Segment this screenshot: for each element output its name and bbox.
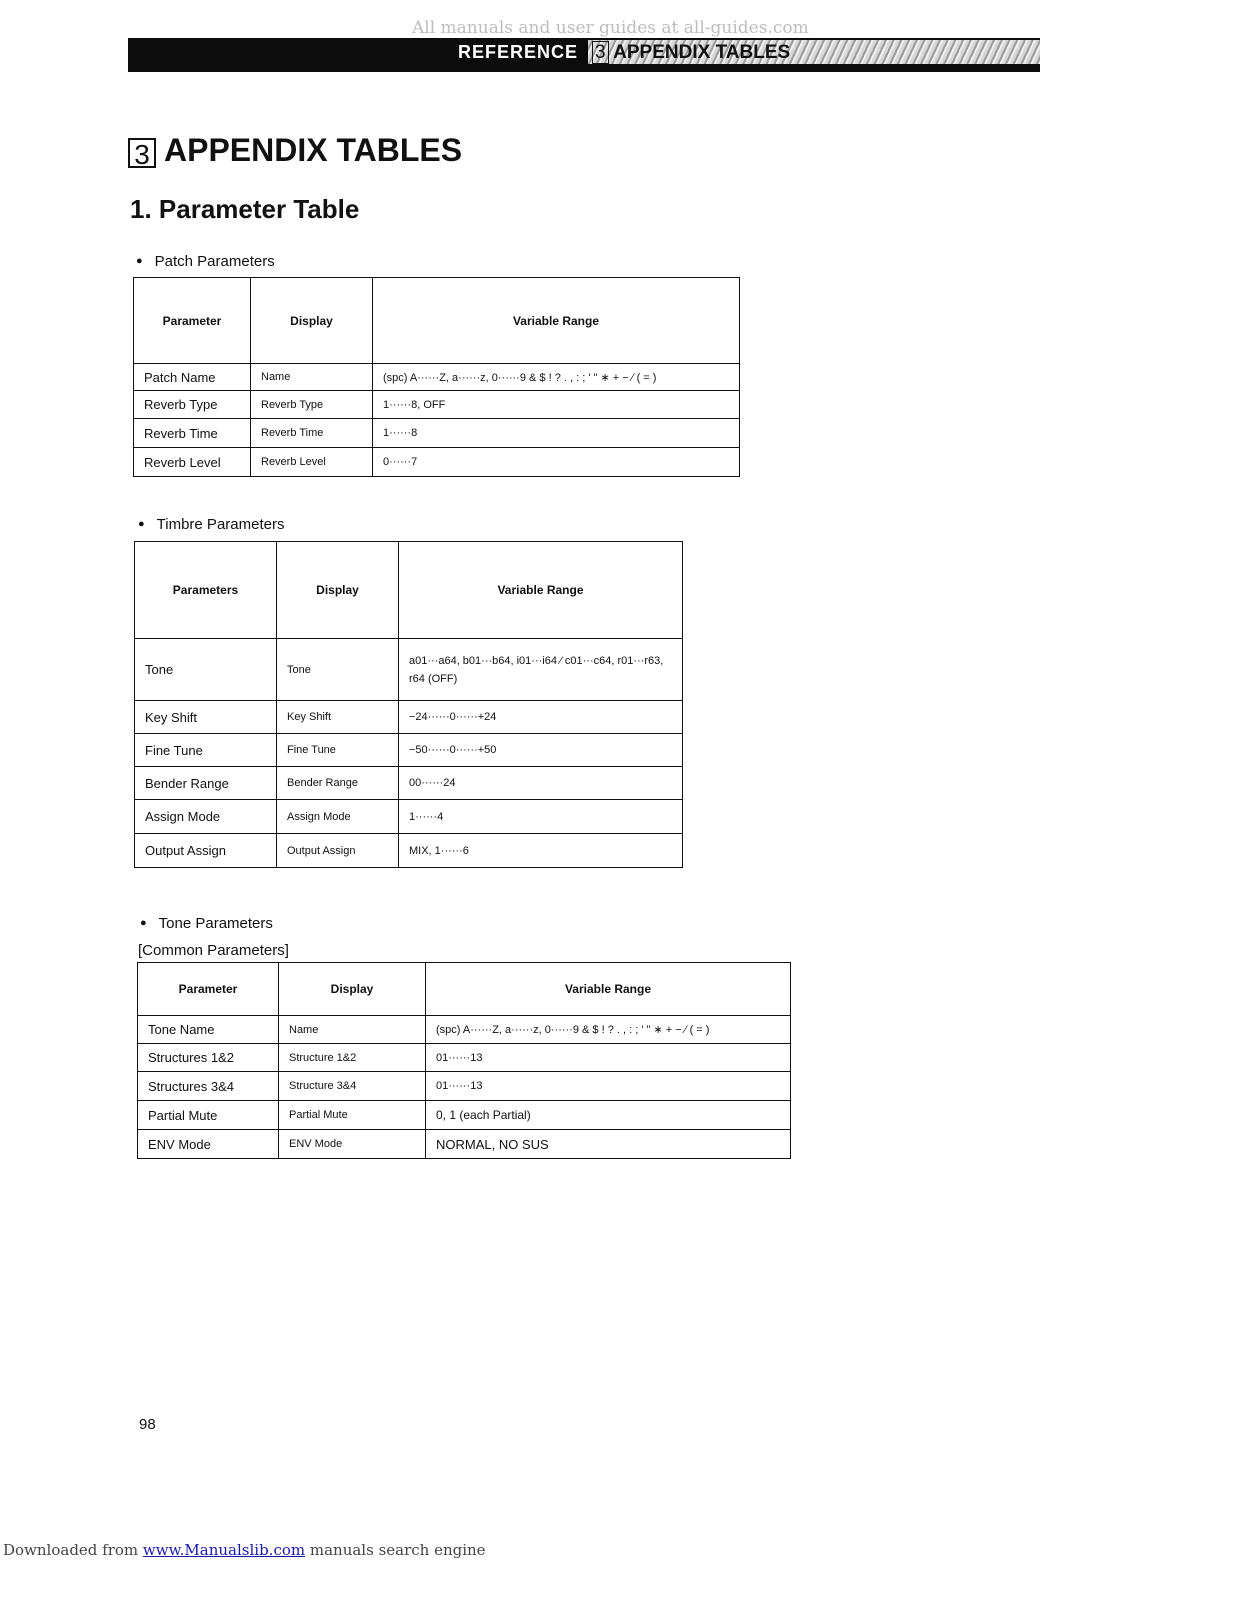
parameter-cell: Bender Range xyxy=(135,767,277,800)
table-row xyxy=(135,800,683,834)
page-title-text: APPENDIX TABLES xyxy=(164,132,463,168)
footer xyxy=(3,1541,486,1559)
section-title: 1. Parameter Table xyxy=(130,194,360,224)
parameter-cell: Reverb Level xyxy=(134,448,251,477)
display-cell: Name xyxy=(251,364,373,391)
range-cell: 0······7 xyxy=(373,448,740,477)
display-cell: Structure 3&4 xyxy=(279,1072,426,1101)
parameter-cell: Structures 3&4 xyxy=(138,1072,279,1101)
parameter-cell: Reverb Time xyxy=(134,419,251,448)
common-parameters-subheading: [Common Parameters] xyxy=(138,942,289,959)
table-row xyxy=(134,419,740,448)
parameter-cell: Tone xyxy=(135,639,277,701)
table-row xyxy=(138,1016,791,1044)
watermark: All manuals and user guides at all-guides.com xyxy=(412,18,809,38)
footer-prefix: Downloaded from xyxy=(3,1541,143,1559)
parameter-cell: Output Assign xyxy=(135,834,277,868)
table-row xyxy=(134,391,740,419)
table-row xyxy=(138,1072,791,1101)
display-cell: Name xyxy=(279,1016,426,1044)
chapter-number-box: 3 xyxy=(128,138,156,168)
column-header: Parameter xyxy=(134,278,251,364)
table-row xyxy=(135,701,683,734)
column-header: Variable Range xyxy=(426,963,791,1016)
range-cell: 01······13 xyxy=(426,1072,791,1101)
display-cell: Key Shift xyxy=(277,701,399,734)
header-chapter-title: APPENDIX TABLES xyxy=(613,42,791,63)
table-row xyxy=(135,834,683,868)
patch-parameters-table xyxy=(133,277,740,477)
range-cell: a01···a64, b01···b64, i01···i64 ⁄ c01···c64, r01···r63, r64 (OFF) xyxy=(399,639,683,701)
column-header: Variable Range xyxy=(399,542,683,639)
display-cell: ENV Mode xyxy=(279,1130,426,1159)
parameter-cell: Fine Tune xyxy=(135,734,277,767)
parameter-cell: Patch Name xyxy=(134,364,251,391)
column-header: Parameter xyxy=(138,963,279,1016)
timbre-parameters-table xyxy=(134,541,683,868)
range-cell: 00······24 xyxy=(399,767,683,800)
parameter-cell: Partial Mute xyxy=(138,1101,279,1130)
parameter-cell: Reverb Type xyxy=(134,391,251,419)
table-header-row xyxy=(138,963,791,1016)
tone-common-parameters-table xyxy=(137,962,791,1159)
footer-suffix: manuals search engine xyxy=(305,1541,486,1559)
range-cell: −50······0······+50 xyxy=(399,734,683,767)
range-cell: 1······4 xyxy=(399,800,683,834)
table-row xyxy=(138,1044,791,1072)
parameter-cell: Tone Name xyxy=(138,1016,279,1044)
timbre-parameters-heading: ● Timbre Parameters xyxy=(138,516,284,533)
column-header: Parameters xyxy=(135,542,277,639)
tone-parameters-heading: ● Tone Parameters xyxy=(140,915,273,932)
table-row xyxy=(135,639,683,701)
column-header: Display xyxy=(251,278,373,364)
display-cell: Bender Range xyxy=(277,767,399,800)
page-title xyxy=(128,132,462,169)
footer-link[interactable]: www.Manualslib.com xyxy=(142,1541,306,1559)
patch-parameters-heading: ● Patch Parameters xyxy=(136,253,275,270)
display-cell: Tone xyxy=(277,639,399,701)
column-header: Display xyxy=(277,542,399,639)
table-row xyxy=(138,1130,791,1159)
page-number: 98 xyxy=(139,1416,156,1433)
display-cell: Assign Mode xyxy=(277,800,399,834)
range-cell: 0, 1 (each Partial) xyxy=(426,1101,791,1130)
display-cell: Output Assign xyxy=(277,834,399,868)
parameter-cell: Structures 1&2 xyxy=(138,1044,279,1072)
table-row xyxy=(134,364,740,391)
table-row xyxy=(138,1101,791,1130)
table-row xyxy=(134,448,740,477)
range-cell: −24······0······+24 xyxy=(399,701,683,734)
header-chapter-number: 3 xyxy=(592,41,609,64)
range-cell: (spc) A······Z, a······z, 0······9 & $ ! ? . , : ; ' " ∗ + − ⁄ ( = ) xyxy=(373,364,740,391)
column-header: Display xyxy=(279,963,426,1016)
range-cell: 1······8, OFF xyxy=(373,391,740,419)
parameter-cell: ENV Mode xyxy=(138,1130,279,1159)
display-cell: Reverb Type xyxy=(251,391,373,419)
parameter-cell: Assign Mode xyxy=(135,800,277,834)
table-row xyxy=(135,734,683,767)
range-cell: 1······8 xyxy=(373,419,740,448)
display-cell: Reverb Level xyxy=(251,448,373,477)
range-cell: (spc) A······Z, a······z, 0······9 & $ ! ? . , : ; ' " ∗ + − ⁄ ( = ) xyxy=(426,1016,791,1044)
parameter-cell: Key Shift xyxy=(135,701,277,734)
range-cell: NORMAL, NO SUS xyxy=(426,1130,791,1159)
range-cell: MIX, 1······6 xyxy=(399,834,683,868)
display-cell: Fine Tune xyxy=(277,734,399,767)
header-section-label: REFERENCE xyxy=(458,42,579,62)
column-header: Variable Range xyxy=(373,278,740,364)
range-cell: 01······13 xyxy=(426,1044,791,1072)
display-cell: Structure 1&2 xyxy=(279,1044,426,1072)
table-header-row xyxy=(135,542,683,639)
header-chapter-label xyxy=(592,42,790,64)
display-cell: Partial Mute xyxy=(279,1101,426,1130)
display-cell: Reverb Time xyxy=(251,419,373,448)
table-row xyxy=(135,767,683,800)
table-header-row xyxy=(134,278,740,364)
